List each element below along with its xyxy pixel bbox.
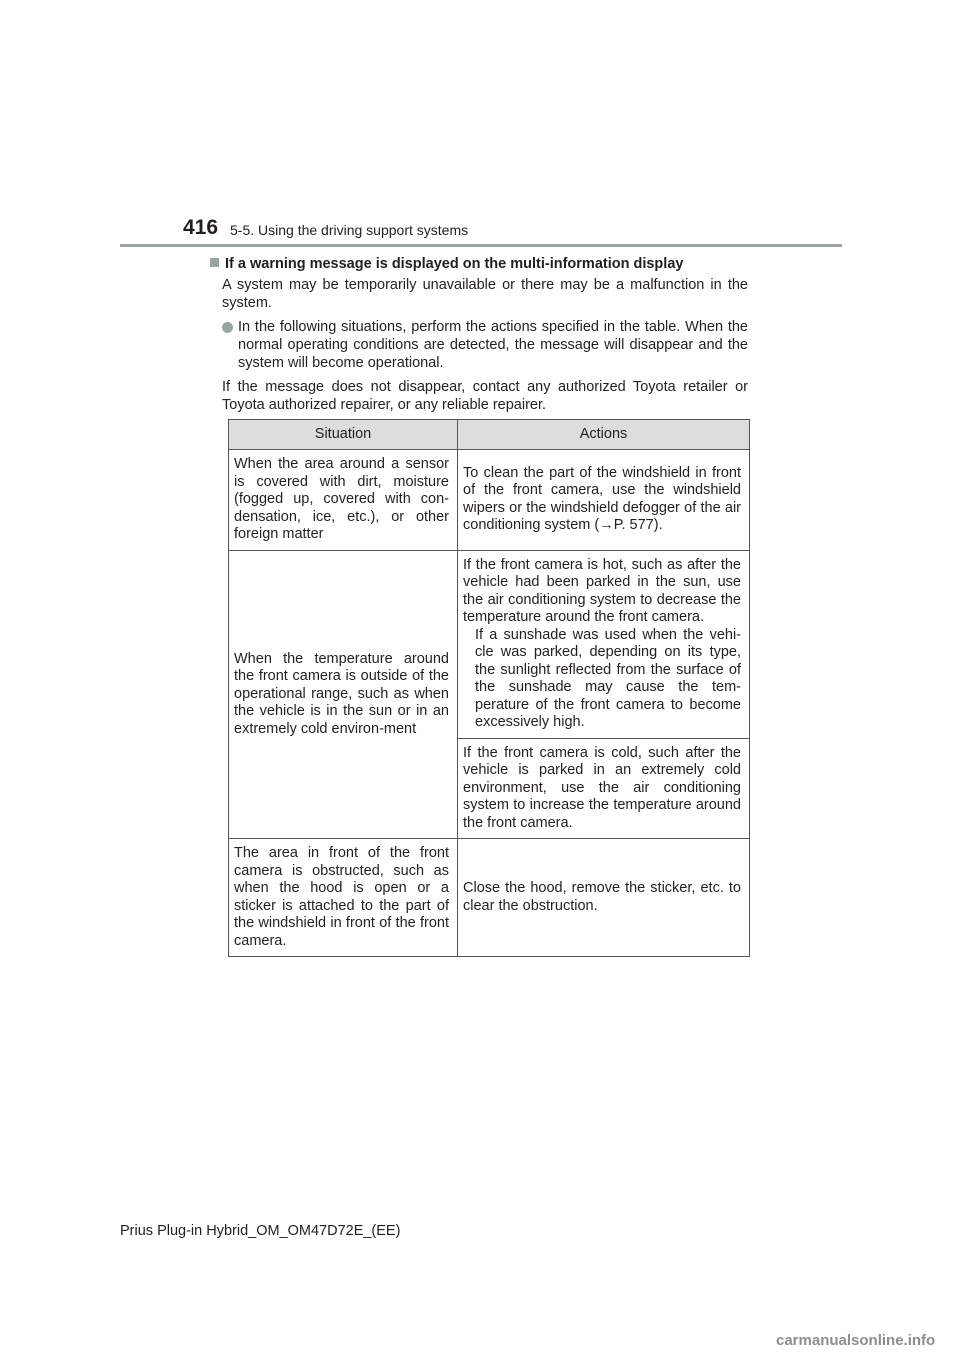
table-row <box>229 450 750 551</box>
action-cell: To clean the part of the windshield in front of the front camera, use the windshield wipers or the windshield defogger of the air conditioning system (→P. 577). <box>458 450 750 551</box>
situation-cell: When the area around a sensor is covered with dirt, moisture (fogged up, covered with con-densation, ice, etc.), or other foreign matter <box>229 450 458 551</box>
bullet-item <box>222 318 748 372</box>
page-number: 416 <box>183 216 219 239</box>
bullet-text: In the following situations, perform the actions specified in the table. When the normal operating conditions are detected, the message will disappear and the system will become operational. <box>238 319 748 371</box>
section-title: 5-5. Using the driving support systems <box>230 222 469 238</box>
action-text: If the front camera is hot, such as after the vehicle had been parked in the sun, use the air conditioning system to decrease the temperature around the front camera. <box>463 556 741 625</box>
header-situation: Situation <box>229 420 458 450</box>
header-divider <box>120 244 842 247</box>
table-row <box>229 550 750 738</box>
action-cell <box>458 550 750 738</box>
action-cell: Close the hood, remove the sticker, etc. to clear the obstruction. <box>458 839 750 957</box>
contact-paragraph: If the message does not disappear, contact any authorized Toyota retailer or Toyota authorized repairer, or any reliable repairer. <box>222 379 748 413</box>
footer-doc-id: Prius Plug-in Hybrid_OM_OM47D72E_(EE) <box>120 1223 401 1239</box>
section-heading <box>210 256 683 272</box>
action-cell: If the front camera is cold, such after the vehicle is parked in an extremely cold environment, use the air conditioning system to increase the temperature around the front camera. <box>458 738 750 839</box>
table-row <box>229 839 750 957</box>
heading-text: If a warning message is displayed on the multi-information display <box>225 256 684 272</box>
action-note: If a sunshade was used when the vehi-cle was parked, depending on its type, the sunlight reflected from the surface of the sunshade may cause the tem-perature of the front camera to become excessively high. <box>475 626 741 730</box>
situation-cell: When the temperature around the front camera is outside of the operational range, such as when the vehicle is in the sun or in an extremely cold environ-ment <box>229 550 458 839</box>
intro-paragraph: A system may be temporarily unavailable or there may be a malfunction in the system. <box>222 277 748 311</box>
warning-table <box>228 419 750 957</box>
header-actions: Actions <box>458 420 750 450</box>
circle-bullet-icon <box>222 322 233 333</box>
situation-cell: The area in front of the front camera is obstructed, such as when the hood is open or a sticker is attached to the part of the windshield in front of the front camera. <box>229 839 458 957</box>
table-header-row <box>229 420 750 450</box>
watermark: carmanualsonline.info <box>776 1332 936 1349</box>
square-bullet-icon <box>210 258 219 267</box>
